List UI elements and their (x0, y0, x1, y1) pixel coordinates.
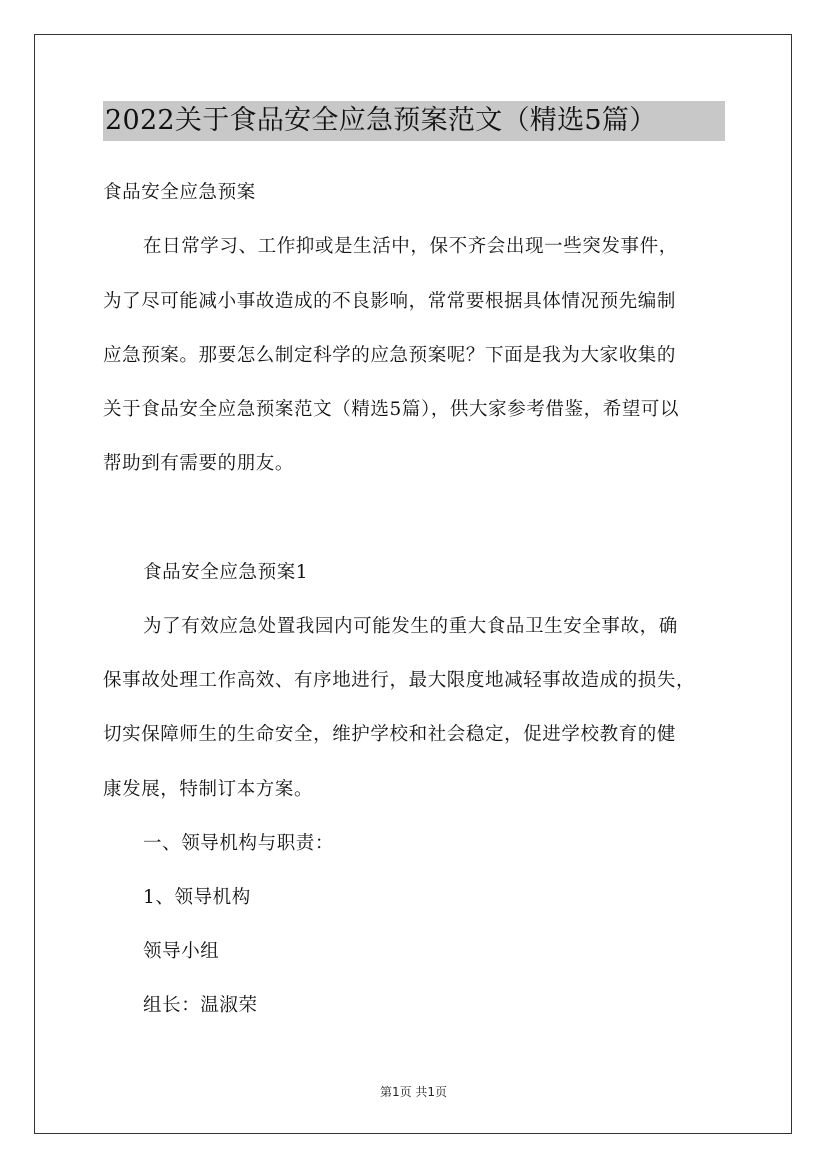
section-heading: 食品安全应急预案 (103, 182, 256, 203)
paragraph-line: 在日常学习、工作抑或是生活中，保不齐会出现一些突发事件， (143, 236, 678, 257)
paragraph-line: 应急预案。那要怎么制定科学的应急预案呢？下面是我为大家收集的 (103, 345, 677, 366)
paragraph-line: 为了有效应急处置我园内可能发生的重大食品卫生安全事故，确 (143, 616, 678, 637)
list-item: 领导小组 (143, 941, 220, 962)
paragraph-line: 关于食品安全应急预案范文（精选5篇），供大家参考借鉴，希望可以 (103, 399, 680, 420)
paragraph-line: 切实保障师生的生命安全，维护学校和社会稳定，促进学校教育的健 (103, 724, 677, 745)
list-item: 组长：温淑荣 (143, 995, 258, 1016)
paragraph-line: 保事故处理工作高效、有序地进行，最大限度地减轻事故造成的损失， (103, 670, 696, 691)
page-footer: 第1页 共1页 (379, 1085, 448, 1099)
paragraph-line: 帮助到有需要的朋友。 (103, 453, 295, 474)
paragraph-line: 康发展，特制订本方案。 (103, 779, 314, 800)
paragraph-line: 为了尽可能减小事故造成的不良影响，常常要根据具体情况预先编制 (103, 291, 677, 312)
document-title: 2022关于食品安全应急预案范文（精选5篇） (105, 105, 657, 136)
list-heading: 一、领导机构与职责： (143, 833, 335, 854)
title-highlight (103, 101, 725, 141)
list-item: 1、领导机构 (143, 887, 251, 908)
subsection-heading: 食品安全应急预案1 (143, 562, 309, 583)
